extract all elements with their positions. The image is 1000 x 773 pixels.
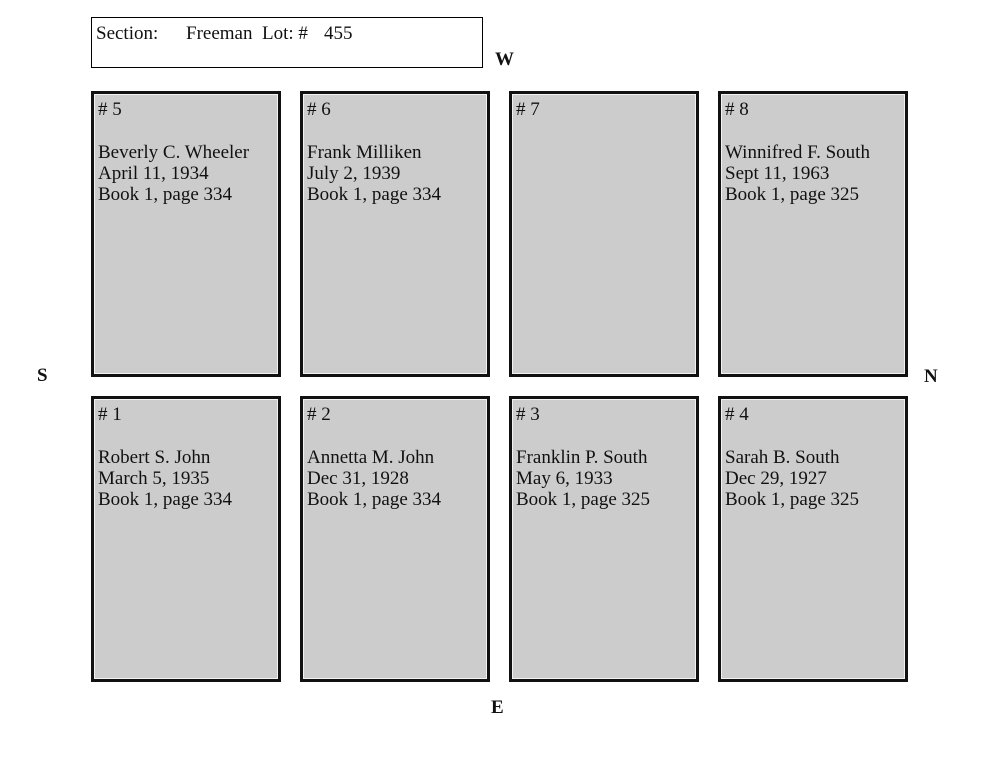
plot-info [725, 447, 859, 510]
plot-number: # 6 [307, 99, 331, 120]
compass-west: W [495, 49, 514, 70]
plot-info [725, 142, 870, 205]
plot-number: # 1 [98, 404, 122, 425]
plot-name: Beverly C. Wheeler [98, 142, 250, 163]
plot-number: # 4 [725, 404, 749, 425]
plot-name: Franklin P. South [516, 447, 648, 468]
lot-value: 455 [324, 23, 353, 44]
plot-8 [718, 91, 908, 377]
compass-south: S [37, 365, 48, 386]
plot-date: March 5, 1935 [98, 468, 210, 489]
plot-name: Annetta M. John [307, 447, 435, 468]
plot-info [307, 142, 441, 205]
compass-north: N [924, 366, 938, 387]
plot-number: # 2 [307, 404, 331, 425]
header-line [96, 23, 353, 45]
plot-3 [509, 396, 699, 682]
plot-6 [300, 91, 490, 377]
plot-record: Book 1, page 334 [98, 489, 233, 510]
plot-date: May 6, 1933 [516, 468, 613, 489]
plot-2 [300, 396, 490, 682]
plot-info [98, 142, 249, 205]
plot-date: Dec 29, 1927 [725, 468, 827, 489]
plot-7 [509, 91, 699, 377]
section-lot-header [91, 17, 483, 68]
plot-record: Book 1, page 334 [98, 184, 233, 205]
plot-5 [91, 91, 281, 377]
plot-record: Book 1, page 334 [307, 489, 442, 510]
plot-record: Book 1, page 325 [516, 489, 651, 510]
plot-record: Book 1, page 325 [725, 184, 860, 205]
plot-date: Dec 31, 1928 [307, 468, 409, 489]
plot-name: Winnifred F. South [725, 142, 870, 163]
plot-1 [91, 396, 281, 682]
plot-name: Frank Milliken [307, 142, 422, 163]
plot-date: April 11, 1934 [98, 163, 209, 184]
plot-number: # 3 [516, 404, 540, 425]
plot-number: # 5 [98, 99, 122, 120]
section-label: Section: [96, 23, 159, 44]
plot-number: # 7 [516, 99, 540, 120]
plot-number: # 8 [725, 99, 749, 120]
plot-date: Sept 11, 1963 [725, 163, 830, 184]
plot-info [516, 447, 650, 510]
plot-4 [718, 396, 908, 682]
plot-name: Robert S. John [98, 447, 211, 468]
section-value: Freeman [186, 23, 253, 44]
plot-info [307, 447, 441, 510]
plot-date: July 2, 1939 [307, 163, 401, 184]
lot-label: Lot: # [262, 23, 308, 44]
plot-name: Sarah B. South [725, 447, 840, 468]
plot-info [98, 447, 232, 510]
compass-east: E [491, 697, 504, 718]
plot-record: Book 1, page 334 [307, 184, 442, 205]
plot-record: Book 1, page 325 [725, 489, 860, 510]
